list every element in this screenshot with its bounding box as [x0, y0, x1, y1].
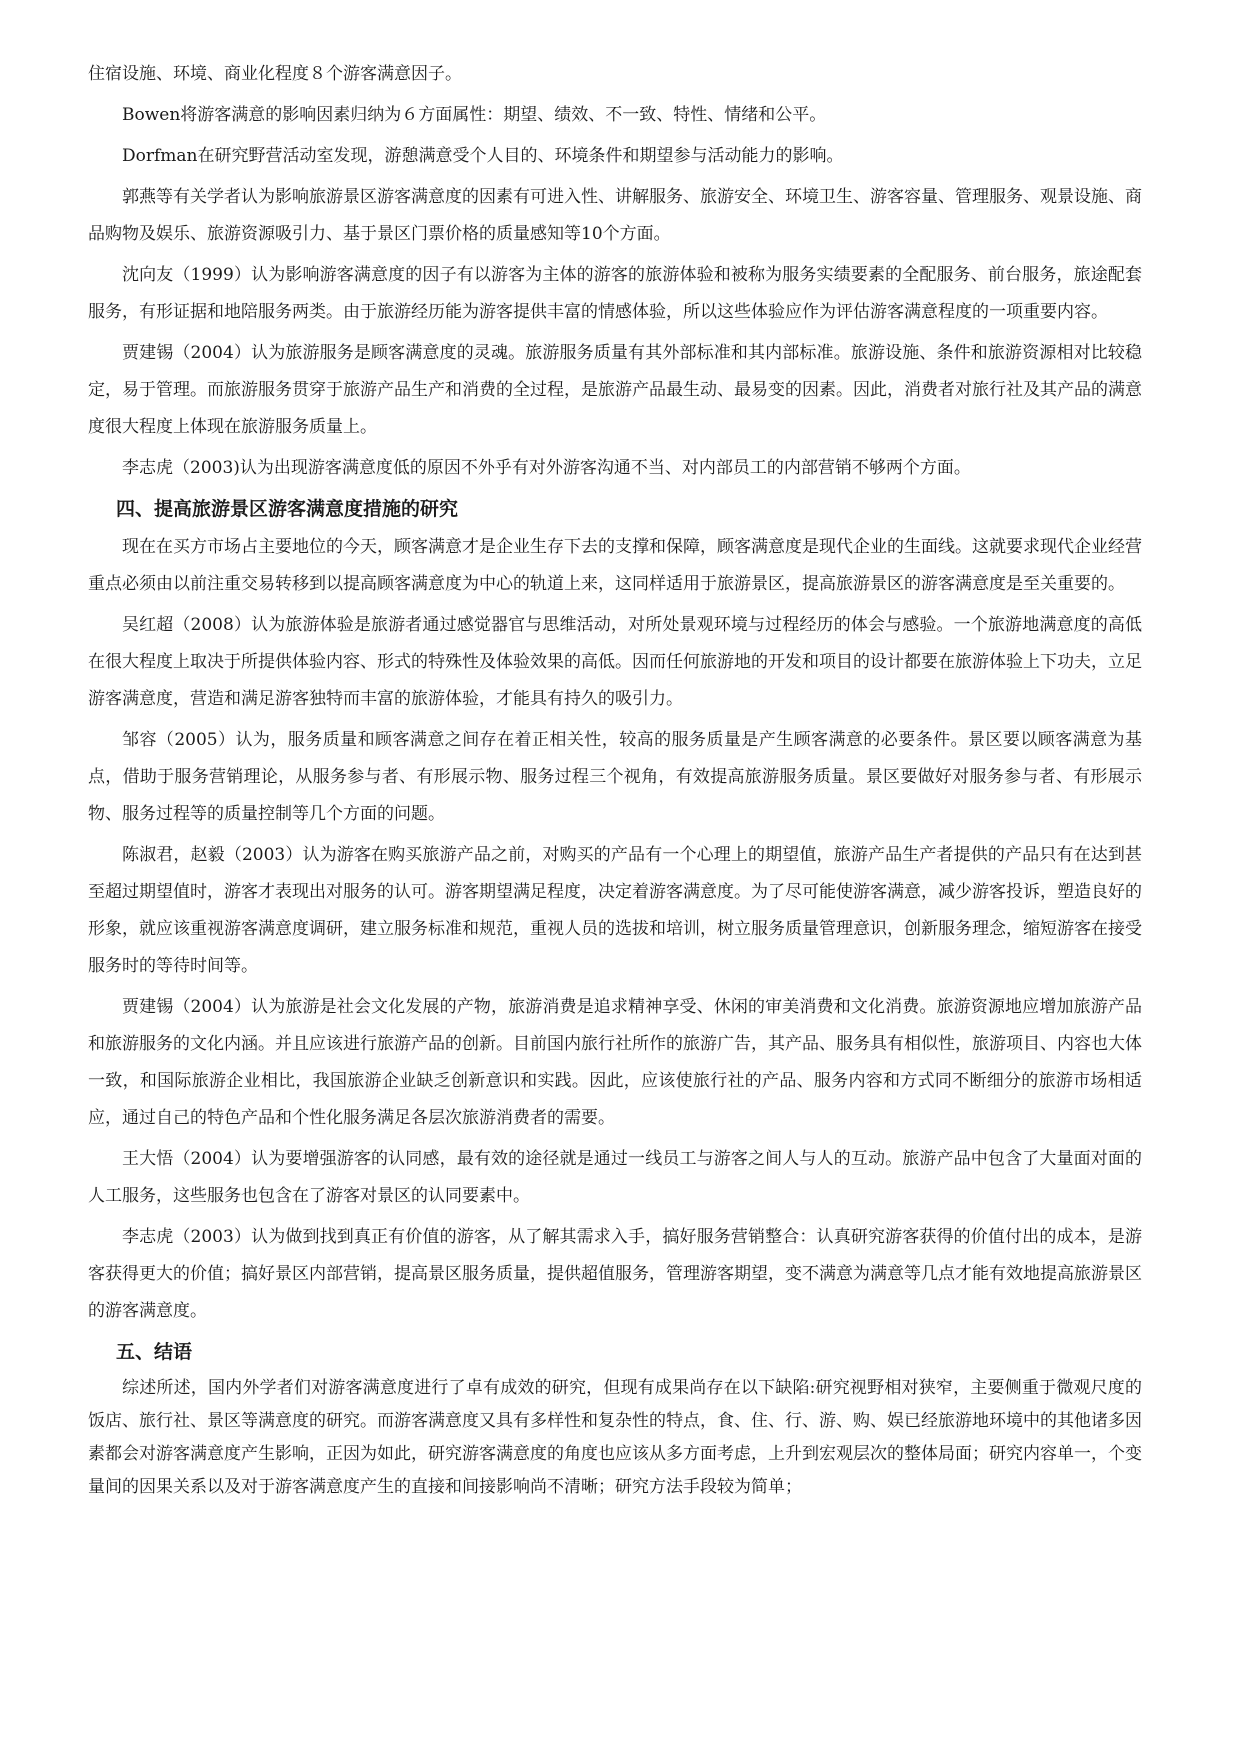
- paragraph: 吴红超（2008）认为旅游体验是旅游者通过感觉器官与思维活动，对所处景观环境与过程经历的体会与感验。一个旅游地满意度的高低在很大程度上取决于所提供体验内容、形式的特殊性及体验效果的高低。因而任何旅游地的开发和项目的设计都要在旅游体验上下功夫，立足游客满意度，营造和满足游客独特而丰富的旅游体验，才能具有持久的吸引力。: [88, 615, 1142, 709]
- document-page: [88, 56, 1142, 1508]
- paragraph: 现在在买方市场占主要地位的今天，顾客满意才是企业生存下去的支撑和保障，顾客满意度是现代企业的生面线。这就要求现代企业经营重点必须由以前注重交易转移到以提高顾客满意度为中心的轨道上来，这同样适用于旅游景区，提高旅游景区的游客满意度是至关重要的。: [88, 537, 1142, 594]
- paragraph: Bowen将游客满意的影响因素归纳为６方面属性：期望、绩效、不一致、特性、情绪和公平。: [122, 105, 827, 125]
- paragraph: 沈向友（1999）认为影响游客满意度的因子有以游客为主体的游客的旅游体验和被称为服务实绩要素的全配服务、前台服务，旅途配套服务，有形证据和地陪服务两类。由于旅游经历能为游客提供丰富的情感体验，所以这些体验应作为评估游客满意程度的一项重要内容。: [88, 265, 1142, 322]
- paragraph: 住宿设施、环境、商业化程度８个游客满意因子。: [88, 64, 462, 84]
- section-heading-4: 四、提高旅游景区游客满意度措施的研究: [116, 498, 459, 520]
- paragraph: Dorfman在研究野营活动室发现，游憩满意受个人目的、环境条件和期望参与活动能力的影响。: [122, 146, 844, 166]
- section-heading-5: 五、结语: [116, 1341, 193, 1363]
- paragraph: 邹容（2005）认为，服务质量和顾客满意之间存在着正相关性，较高的服务质量是产生顾客满意的必要条件。景区要以顾客满意为基点，借助于服务营销理论，从服务参与者、有形展示物、服务过程三个视角，有效提高旅游服务质量。景区要做好对服务参与者、有形展示物、服务过程等的质量控制等几个方面的问题。: [88, 730, 1142, 824]
- paragraph: 郭燕等有关学者认为影响旅游景区游客满意度的因素有可进入性、讲解服务、旅游安全、环境卫生、游客容量、管理服务、观景设施、商品购物及娱乐、旅游资源吸引力、基于景区门票价格的质量感知等10个方面。: [88, 187, 1142, 244]
- paragraph: 李志虎（2003)认为出现游客满意度低的原因不外乎有对外游客沟通不当、对内部员工的内部营销不够两个方面。: [122, 458, 971, 478]
- paragraph: 综述所述，国内外学者们对游客满意度进行了卓有成效的研究，但现有成果尚存在以下缺陷:研究视野相对狭窄，主要侧重于微观尺度的饭店、旅行社、景区等满意度的研究。而游客满意度又具有多样性和复杂性的特点，食、住、行、游、购、娱已经旅游地环境中的其他诸多因素都会对游客满意度产生影响，正因为如此，研究游客满意度的角度也应该从多方面考虑，上升到宏观层次的整体局面；研究内容单一，个变量间的因果关系以及对于游客满意度产生的直接和间接影响尚不清晰；研究方法手段较为简单；: [88, 1378, 1142, 1497]
- section-paragraphs-c: [88, 1372, 1142, 1504]
- section-paragraphs-a: [88, 56, 1142, 487]
- paragraph: 贾建锡（2004）认为旅游服务是顾客满意度的灵魂。旅游服务质量有其外部标准和其内部标准。旅游设施、条件和旅游资源相对比较稳定，易于管理。而旅游服务贯穿于旅游产品生产和消费的全过程，是旅游产品最生动、最易变的因素。因此，消费者对旅行社及其产品的满意度很大程度上体现在旅游服务质量上。: [88, 343, 1142, 437]
- paragraph: 李志虎（2003）认为做到找到真正有价值的游客，从了解其需求入手，搞好服务营销整合：认真研究游客获得的价值付出的成本，是游客获得更大的价值；搞好景区内部营销，提高景区服务质量，提供超值服务，管理游客期望，变不满意为满意等几点才能有效地提高旅游景区的游客满意度。: [88, 1227, 1142, 1321]
- paragraph: 王大悟（2004）认为要增强游客的认同感，最有效的途径就是通过一线员工与游客之间人与人的互动。旅游产品中包含了大量面对面的人工服务，这些服务也包含在了游客对景区的认同要素中。: [88, 1149, 1142, 1206]
- paragraph: 贾建锡（2004）认为旅游是社会文化发展的产物，旅游消费是追求精神享受、休闲的审美消费和文化消费。旅游资源地应增加旅游产品和旅游服务的文化内涵。并且应该进行旅游产品的创新。目前国内旅行社所作的旅游广告，其产品、服务具有相似性，旅游项目、内容也大体一致，和国际旅游企业相比，我国旅游企业缺乏创新意识和实践。因此，应该使旅行社的产品、服务内容和方式同不断细分的旅游市场相适应，通过自己的特色产品和个性化服务满足各层次旅游消费者的需要。: [88, 997, 1142, 1128]
- section-paragraphs-b: [88, 529, 1142, 1330]
- paragraph: 陈淑君，赵毅（2003）认为游客在购买旅游产品之前，对购买的产品有一个心理上的期望值，旅游产品生产者提供的产品只有在达到甚至超过期望值时，游客才表现出对服务的认可。游客期望满足程度，决定着游客满意度。为了尽可能使游客满意，减少游客投诉，塑造良好的形象，就应该重视游客满意度调研，建立服务标准和规范，重视人员的选拔和培训，树立服务质量管理意识，创新服务理念，缩短游客在接受服务时的等待时间等。: [88, 845, 1142, 976]
